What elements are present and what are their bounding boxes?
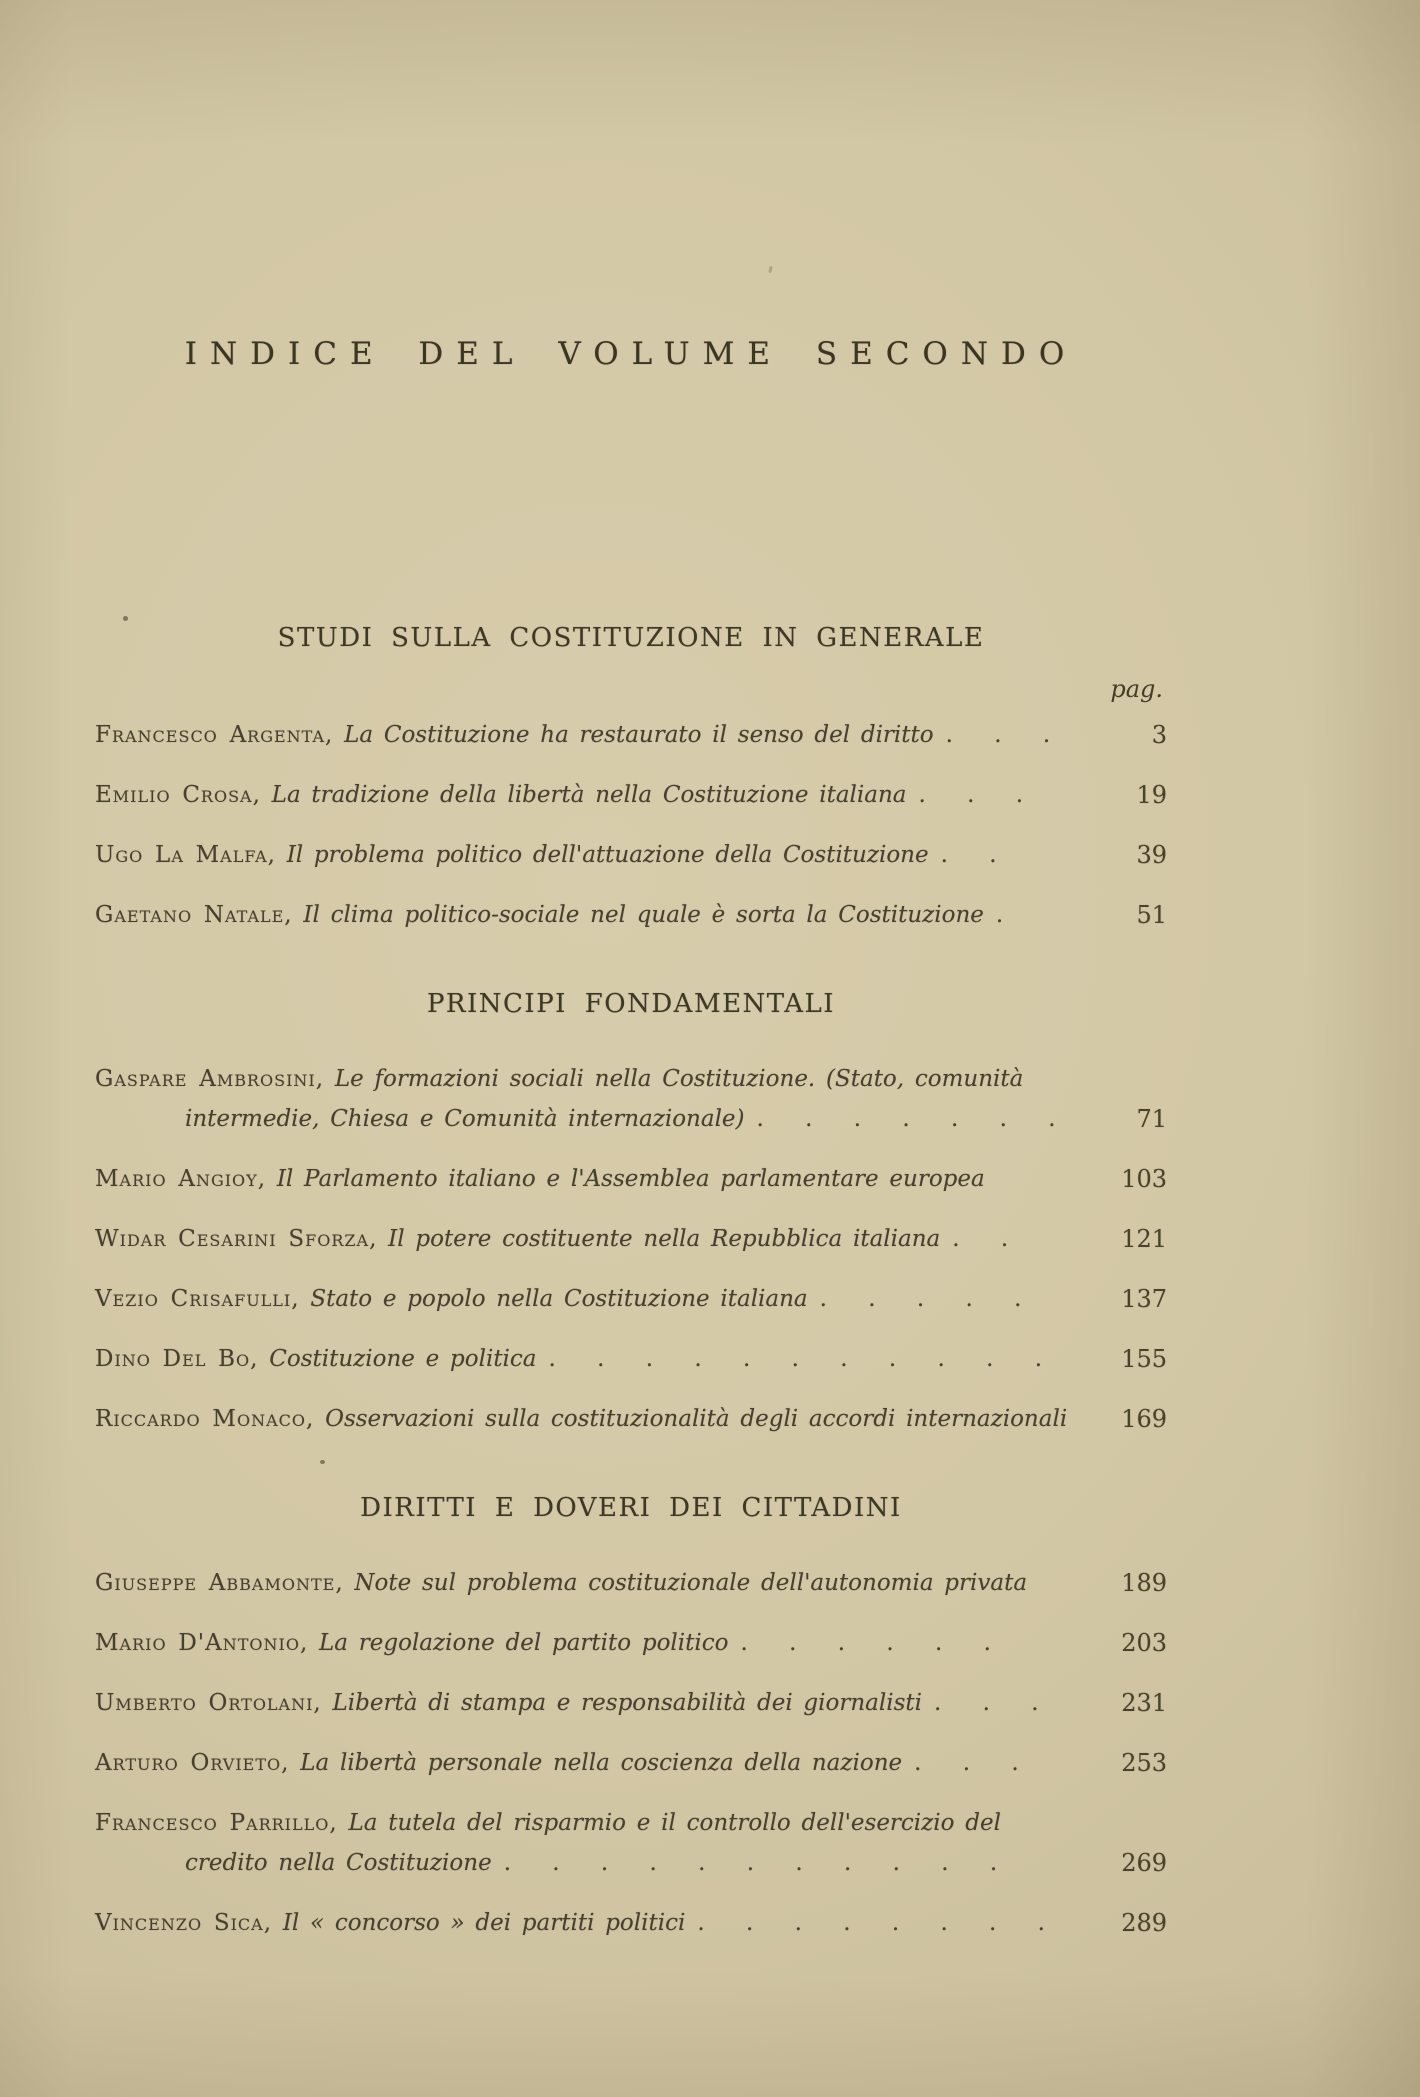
toc-entry [95, 1279, 1167, 1319]
paper-speck [320, 1460, 325, 1464]
entry-author: Vezio Crisafulli, [95, 1286, 300, 1312]
entry-title: Costituzione e politica [269, 1346, 537, 1372]
entry-title: Libertà di stampa e responsabilità dei giornalisti [332, 1690, 922, 1716]
toc-entry-list [95, 715, 1167, 935]
entry-page-number: 103 [1121, 1165, 1167, 1193]
entry-page-number: 203 [1121, 1629, 1167, 1657]
entry-title-continued: intermedie, Chiesa e Comunità internazionale) [185, 1106, 745, 1132]
entry-text [95, 1743, 1081, 1783]
entry-text [95, 895, 1081, 935]
toc-entry [95, 1159, 1167, 1199]
leader-dots: . . . [945, 722, 1051, 748]
toc-entry [95, 1623, 1167, 1663]
leader-dots: . . [952, 1226, 1009, 1252]
entry-page-number: 155 [1121, 1345, 1167, 1373]
entry-author: Gaetano Natale, [95, 902, 293, 928]
entry-author: Ugo La Malfa, [95, 842, 276, 868]
toc-section [95, 1489, 1167, 1943]
toc-entry [95, 1743, 1167, 1783]
entry-page-number: 71 [1136, 1105, 1167, 1133]
entry-text [95, 715, 1081, 755]
entry-author: Mario Angioy, [95, 1166, 267, 1192]
index-content [95, 0, 1167, 1963]
entry-title: La libertà personale nella coscienza della nazione [300, 1750, 903, 1776]
entry-author: Vincenzo Sica, [95, 1910, 273, 1936]
entry-author: Emilio Crosa, [95, 782, 261, 808]
entry-text [95, 1219, 1081, 1259]
entry-text [95, 1563, 1081, 1603]
leader-dots: . . . . . . [740, 1630, 991, 1656]
toc-entry [95, 895, 1167, 935]
leader-dots: . . . . . . . [756, 1106, 1056, 1132]
entry-author: Riccardo Monaco, [95, 1406, 315, 1432]
entry-title: Il Parlamento italiano e l'Assemblea parlamentare europea [276, 1166, 985, 1192]
leader-dots: . . [940, 842, 997, 868]
entry-page-number: 231 [1121, 1689, 1167, 1717]
leader-dots: . . . . . . . . [697, 1910, 1045, 1936]
toc-entry-list [95, 1563, 1167, 1943]
entry-page-number: 269 [1121, 1849, 1167, 1877]
toc-entry [95, 1399, 1167, 1439]
page-column-label: pag. [1110, 675, 1163, 703]
toc-section [95, 985, 1167, 1439]
entry-title: La regolazione del partito politico [319, 1630, 729, 1656]
entry-author: Umberto Ortolani, [95, 1690, 322, 1716]
entry-page-number: 3 [1151, 721, 1167, 749]
entry-page-number: 289 [1121, 1909, 1167, 1937]
toc-entry [95, 1903, 1167, 1943]
entry-title: La Costituzione ha restaurato il senso del diritto [344, 722, 934, 748]
toc-entry [95, 715, 1167, 755]
leader-dots: . . . . . . . . . . . [503, 1850, 998, 1876]
entry-title: Il potere costituente nella Repubblica italiana [388, 1226, 941, 1252]
toc-entry [95, 1219, 1167, 1259]
entry-title: Il clima politico-sociale nel quale è sorta la Costituzione [303, 902, 984, 928]
entry-author: Francesco Parrillo, [95, 1810, 338, 1836]
entry-title-continued: credito nella Costituzione [185, 1850, 492, 1876]
entry-text [95, 1159, 1081, 1199]
entry-text [95, 775, 1081, 815]
entry-author: Arturo Orvieto, [95, 1750, 290, 1776]
leader-dots: . . . [934, 1690, 1039, 1716]
entry-text [95, 1683, 1081, 1723]
entry-text [95, 1399, 1081, 1439]
section-heading: DIRITTI E DOVERI DEI CITTADINI [360, 1493, 902, 1523]
toc-entry [95, 835, 1167, 875]
paper-speck [123, 616, 128, 621]
entry-page-number: 169 [1121, 1405, 1167, 1433]
entry-text [95, 835, 1081, 875]
leader-dots: . . . [914, 1750, 1019, 1776]
page-title: INDICE DEL VOLUME SECONDO [184, 336, 1078, 372]
entry-title: Il « concorso » dei partiti politici [282, 1910, 686, 1936]
section-heading: PRINCIPI FONDAMENTALI [426, 989, 836, 1019]
toc-entry [95, 1683, 1167, 1723]
toc-section [95, 619, 1167, 935]
entry-page-number: 189 [1121, 1569, 1167, 1597]
entry-text [95, 1623, 1081, 1663]
leader-dots: . . . . . [819, 1286, 1022, 1312]
entry-page-number: 51 [1136, 901, 1167, 929]
toc-entry [95, 1563, 1167, 1603]
entry-title: Stato e popolo nella Costituzione italiana [310, 1286, 808, 1312]
toc-sections [95, 619, 1167, 1943]
entry-title: Osservazioni sulla costituzionalità degli accordi internazionali [325, 1406, 1068, 1432]
entry-text [95, 1279, 1081, 1319]
entry-author: Giuseppe Abbamonte, [95, 1570, 344, 1596]
entry-page-number: 137 [1121, 1285, 1167, 1313]
entry-author: Mario D'Antonio, [95, 1630, 309, 1656]
entry-title: Le formazioni sociali nella Costituzione. (Stato, comunità [334, 1066, 1024, 1092]
toc-entry [95, 775, 1167, 815]
toc-entry [95, 1339, 1167, 1379]
toc-entry-list [95, 1059, 1167, 1439]
entry-title: La tutela del risparmio e il controllo dell'esercizio del [348, 1810, 1001, 1836]
leader-dots: . [995, 902, 1004, 928]
entry-text [95, 1903, 1081, 1943]
section-heading: STUDI SULLA COSTITUZIONE IN GENERALE [277, 623, 985, 653]
entry-text [95, 1339, 1081, 1379]
entry-author: Dino Del Bo, [95, 1346, 259, 1372]
entry-author: Francesco Argenta, [95, 722, 334, 748]
leader-dots: . . . . . . . . . . . [548, 1346, 1043, 1372]
entry-title: La tradizione della libertà nella Costituzione italiana [271, 782, 907, 808]
entry-page-number: 39 [1136, 841, 1167, 869]
toc-entry [95, 1803, 1167, 1883]
entry-page-number: 121 [1121, 1225, 1167, 1253]
entry-text [95, 1803, 1081, 1883]
entry-page-number: 19 [1136, 781, 1167, 809]
entry-title: Note sul problema costituzionale dell'autonomia privata [354, 1570, 1028, 1596]
entry-page-number: 253 [1121, 1749, 1167, 1777]
entry-author: Gaspare Ambrosini, [95, 1066, 325, 1092]
entry-author: Widar Cesarini Sforza, [95, 1226, 378, 1252]
leader-dots: . . . [918, 782, 1024, 808]
entry-text [95, 1059, 1081, 1139]
entry-title: Il problema politico dell'attuazione della Costituzione [286, 842, 929, 868]
toc-entry [95, 1059, 1167, 1139]
